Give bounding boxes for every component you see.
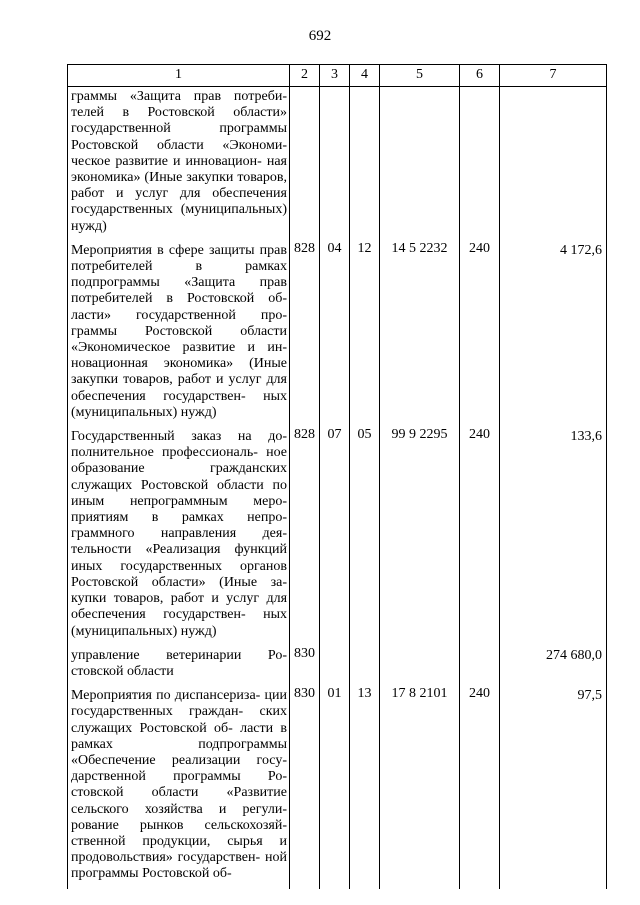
cell-section: 01 — [320, 686, 350, 888]
description-line: (муниципальных) нужд) — [71, 202, 287, 234]
description-line: стовской области «Развитие — [71, 785, 287, 801]
description-line: стовской области — [71, 663, 174, 679]
col-header-6: 6 — [460, 65, 500, 87]
cell-expense-type — [460, 646, 500, 686]
description-line: ственной продукции, сырья и — [71, 833, 287, 849]
cell-expense-type — [460, 87, 500, 241]
col-header-3: 3 — [320, 65, 350, 87]
description-line: продовольствия» государствен- — [71, 850, 261, 866]
description-line: приятиям в рамках непро- — [71, 510, 287, 526]
col-header-1: 1 — [68, 65, 290, 87]
description-line: ных (муниципальных) нужд) — [71, 607, 287, 639]
cell-section — [320, 87, 350, 241]
table-row — [68, 427, 607, 646]
cell-department: 828 — [290, 241, 320, 427]
cell-amount: 97,5 — [500, 686, 607, 888]
description-line: подпрограммы «Защита прав — [71, 275, 287, 291]
description-line: Ростовской области» (Иные за- — [71, 574, 287, 590]
description-line: телей в Ростовской области» — [71, 105, 287, 121]
description-line: «Экономическое развитие и ин- — [71, 340, 287, 356]
cell-section: 07 — [320, 427, 350, 646]
col-header-7: 7 — [500, 65, 607, 87]
description-line: тельности «Реализация функций — [71, 542, 287, 558]
description-line: товаров, работ и услуг для — [71, 170, 287, 202]
description-line: по иным непрограммным меро- — [71, 477, 288, 509]
cell-subsection — [350, 646, 380, 686]
description-line: закупки товаров, работ и услуг — [71, 372, 262, 388]
cell-description — [68, 87, 290, 241]
cell-subsection: 05 — [350, 427, 380, 646]
cell-expense-type: 240 — [460, 241, 500, 427]
description-line: купки товаров, работ и услуг — [71, 591, 260, 607]
description-line: управление ветеринарии Ро- — [71, 647, 287, 663]
cell-description — [68, 646, 290, 686]
cell-department: 828 — [290, 427, 320, 646]
description-line: «Обеспечение реализации госу- — [71, 752, 287, 768]
description-line: граммного направления дея- — [71, 526, 287, 542]
description-line: прав потребителей в рамках — [71, 242, 287, 275]
table-body — [68, 87, 607, 889]
cell-description — [68, 427, 290, 646]
description-line: государственной программы — [71, 121, 287, 137]
description-line: Государственный заказ на до- — [71, 429, 287, 445]
description-line: обеспечения государственных — [71, 186, 287, 218]
cell-target-article — [380, 646, 460, 686]
description-line: ной программы Ростовской об- — [71, 850, 287, 882]
cell-subsection: 12 — [350, 241, 380, 427]
cell-section — [320, 646, 350, 686]
description-line: служащих Ростовской области — [71, 477, 264, 493]
description-line: ное образование гражданских — [71, 445, 287, 477]
description-line: полнительное профессиональ- — [71, 445, 258, 461]
description-line: рование рынков сельскохозяй- — [71, 817, 287, 833]
cell-amount: 4 172,6 — [500, 241, 607, 427]
cell-target-article: 17 8 2101 — [380, 686, 460, 888]
cell-department: 830 — [290, 646, 320, 686]
description-line: ческое развитие и инновацион- — [71, 153, 262, 169]
table-row — [68, 686, 607, 888]
cell-target-article: 14 5 2232 — [380, 241, 460, 427]
description-line: Мероприятия в сфере защиты — [71, 242, 255, 258]
description-line: потребителей в Ростовской об- — [71, 291, 287, 307]
cell-section: 04 — [320, 241, 350, 427]
description-line: для обеспечения государствен- — [71, 591, 288, 623]
description-line: ласти в рамках подпрограммы — [71, 720, 288, 752]
cell-department: 830 — [290, 686, 320, 888]
description-line: новационная экономика» (Иные — [71, 356, 287, 372]
cell-amount: 274 680,0 — [500, 646, 607, 686]
description-line: ных (муниципальных) нужд) — [71, 388, 287, 420]
description-line: для обеспечения государствен- — [71, 372, 287, 404]
budget-table — [67, 64, 607, 889]
description-line: граммы «Защита прав потреби- — [71, 89, 287, 104]
cell-description — [68, 241, 290, 427]
col-header-2: 2 — [290, 65, 320, 87]
cell-amount — [500, 87, 607, 241]
col-header-5: 5 — [380, 65, 460, 87]
table-row — [68, 241, 607, 427]
description-line: ласти» государственной про- — [71, 307, 287, 323]
column-number-header — [68, 65, 607, 87]
cell-amount: 133,6 — [500, 427, 607, 646]
description-line: ции государственных граждан- — [71, 688, 288, 720]
description-line: Мероприятия по диспансериза- — [71, 688, 261, 704]
page-number: 692 — [308, 28, 332, 44]
cell-expense-type: 240 — [460, 686, 500, 888]
cell-description — [68, 686, 290, 888]
description-line: дарственной программы Ро- — [71, 769, 287, 785]
col-header-4: 4 — [350, 65, 380, 87]
description-line: ских служащих Ростовской об- — [71, 704, 288, 736]
table-row — [68, 646, 607, 686]
cell-subsection — [350, 87, 380, 241]
cell-expense-type: 240 — [460, 427, 500, 646]
cell-target-article: 99 9 2295 — [380, 427, 460, 646]
description-line: граммы Ростовской области — [71, 323, 287, 339]
description-line: Ростовской области «Экономи- — [71, 137, 287, 153]
description-line: сельского хозяйства и регули- — [71, 801, 287, 817]
cell-target-article — [380, 87, 460, 241]
description-line: ная экономика» (Иные закупки — [71, 153, 287, 186]
description-line: иных государственных органов — [71, 558, 287, 574]
table-row — [68, 87, 607, 241]
cell-subsection: 13 — [350, 686, 380, 888]
cell-department — [290, 87, 320, 241]
